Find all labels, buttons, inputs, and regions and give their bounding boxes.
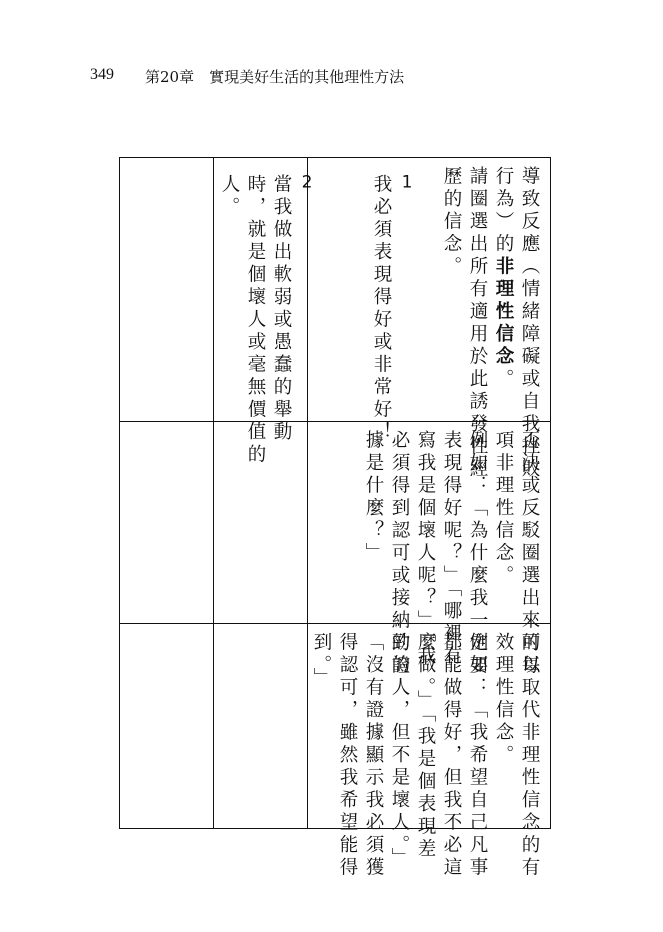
belief-number-2: 2	[301, 174, 313, 191]
belief-item-1: 1 我必須表現得好或非常好！	[368, 174, 420, 444]
column-divider-1	[213, 158, 214, 828]
belief-number-1: 1	[401, 174, 413, 191]
belief-table	[119, 157, 551, 880]
dispute-header: 否決或反駁圈選出來的每 項非理性信念。 例如：「為什麼我一定要 表現得好呢？」「哪裡有 寫我是個壞人呢？」「我 必須得到認可或接納的證 據是什麼？」	[363, 430, 540, 678]
page-number: 349	[90, 66, 114, 83]
chapter-title: 第20章 實現美好生活的其他理性方法	[145, 68, 405, 86]
page-header	[90, 66, 610, 90]
irrational-belief-bold: 非理性信念	[493, 256, 514, 369]
belief-item-2: 2 當我做出軟弱或愚蠢的舉動 時，就是個壞人或毫無價值的 人。	[216, 174, 320, 467]
irrational-belief-header: 導致反應（情緒障礙或自我挫敗 行為）的非理性信念。 請圈選出所有適用於此誘發性經 歷的信念。	[441, 166, 540, 481]
rational-belief-header: 可以取代非理性信念的有 效理性信念。 例如：「我希望自己凡事 都能做得好，但我不必這 麼做。」「我是個表現差 勁的人，但不是壞人。」 「沒有證據顯示我必須獲 得認可，雖然我希望能得 到。」	[311, 632, 540, 880]
